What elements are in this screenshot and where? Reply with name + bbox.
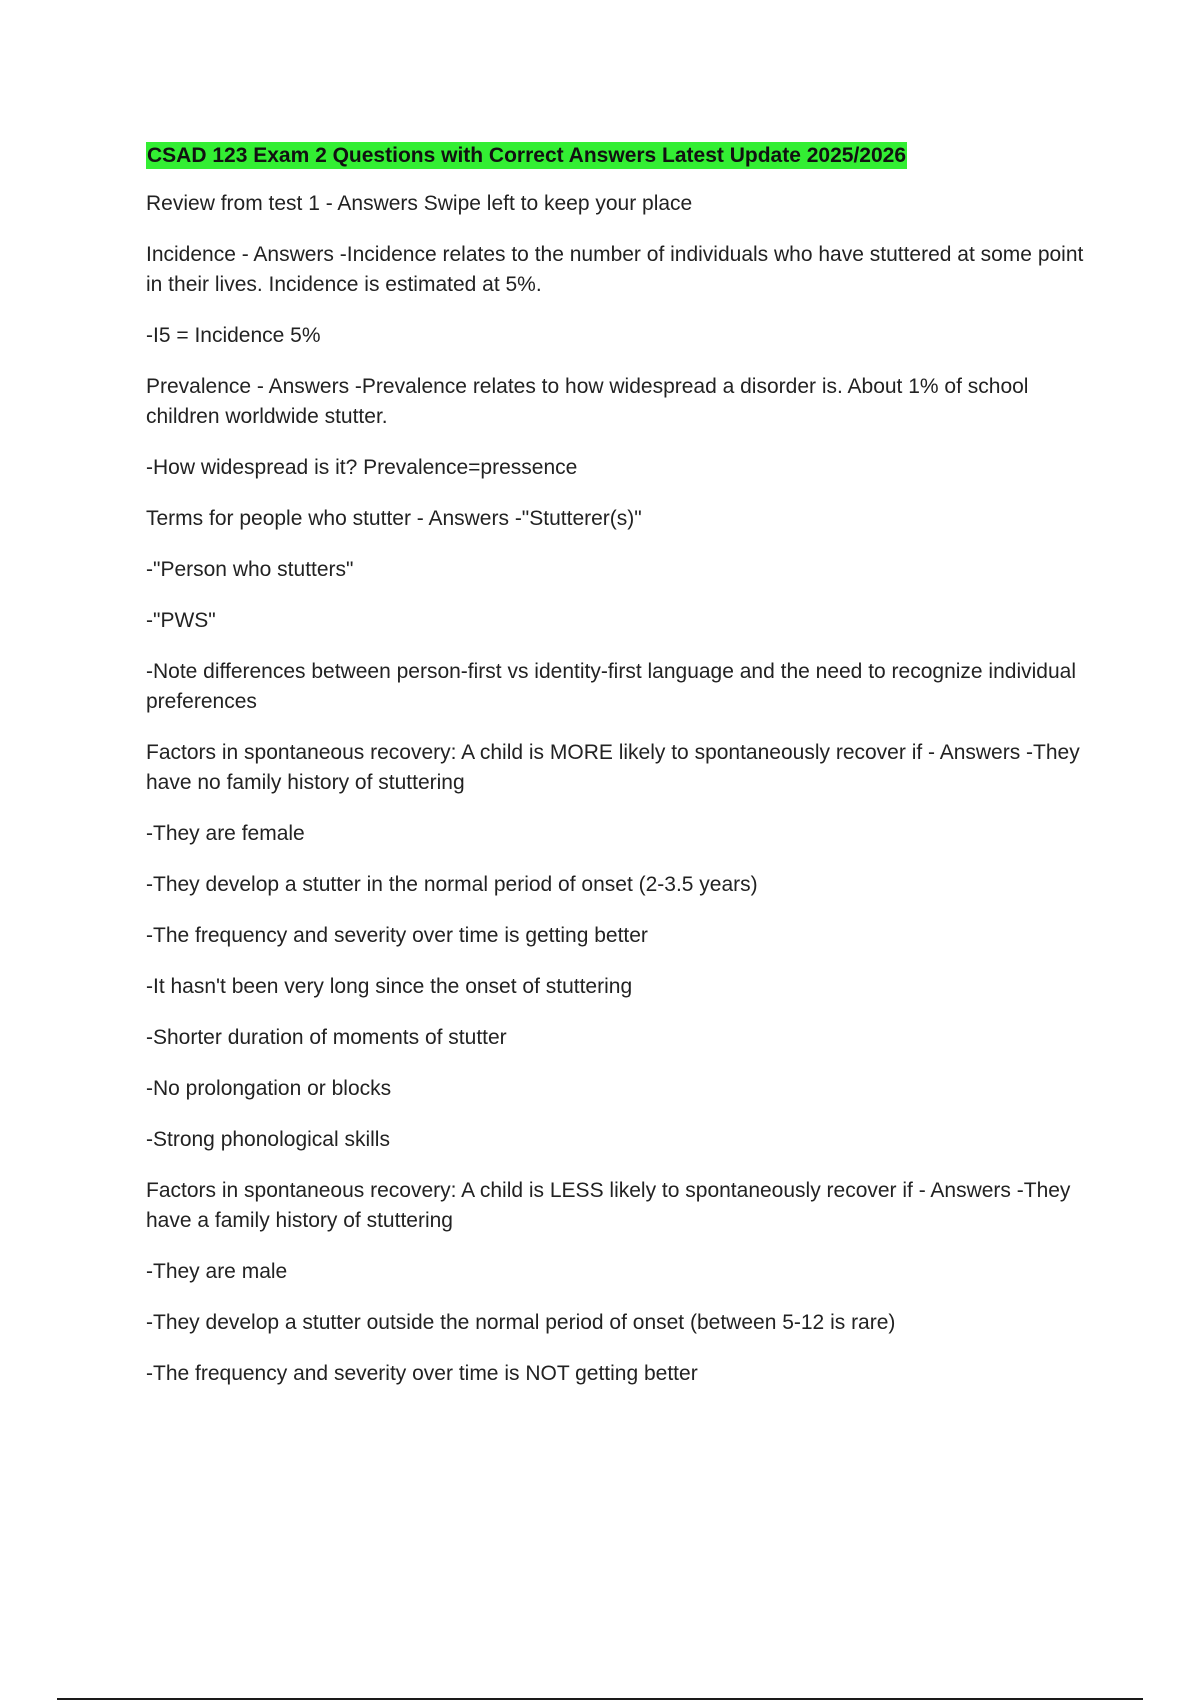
paragraph-prevalence-note: -How widespread is it? Prevalence=pressence <box>146 456 578 479</box>
list-item: -They are male <box>146 1260 288 1283</box>
list-item: -They develop a stutter outside the normal period of onset (between 5-12 is rare) <box>146 1311 896 1334</box>
paragraph-recovery-more: Factors in spontaneous recovery: A child is MORE likely to spontaneously recover if - Answers -They have no family history of stuttering <box>146 741 1080 794</box>
list-item: -It hasn't been very long since the onset of stuttering <box>146 975 633 998</box>
list-item: -They are female <box>146 822 305 845</box>
paragraph-prevalence: Prevalence - Answers -Prevalence relates to how widespread a disorder is. About 1% of school children worldwide stutter. <box>146 375 1029 428</box>
paragraph-recovery-less: Factors in spontaneous recovery: A child is LESS likely to spontaneously recover if - Answers -They have a family history of stuttering <box>146 1179 1071 1232</box>
list-item: -They develop a stutter in the normal period of onset (2-3.5 years) <box>146 873 758 896</box>
document-title: CSAD 123 Exam 2 Questions with Correct Answers Latest Update 2025/2026 <box>147 144 907 167</box>
title-block <box>146 141 1096 171</box>
document-content <box>146 141 1096 1410</box>
paragraph-review: Review from test 1 - Answers Swipe left to keep your place <box>146 192 693 215</box>
paragraph-terms: Terms for people who stutter - Answers -"Stutterer(s)" <box>146 507 642 530</box>
paragraph-terms-item: -"PWS" <box>146 609 216 632</box>
list-item: -The frequency and severity over time is NOT getting better <box>146 1362 698 1385</box>
list-item: -No prolongation or blocks <box>146 1077 392 1100</box>
paragraph-incidence-note: -I5 = Incidence 5% <box>146 324 321 347</box>
paragraph-terms-item: -"Person who stutters" <box>146 558 354 581</box>
paragraph-terms-note: -Note differences between person-first vs identity-first language and the need to recognize individual preferences <box>146 660 1076 713</box>
list-item: -Shorter duration of moments of stutter <box>146 1026 507 1049</box>
list-item: -Strong phonological skills <box>146 1128 390 1151</box>
list-item: -The frequency and severity over time is getting better <box>146 924 648 947</box>
paragraph-incidence: Incidence - Answers -Incidence relates to the number of individuals who have stuttered at some point in their lives. Incidence is estimated at 5%. <box>146 243 1084 296</box>
